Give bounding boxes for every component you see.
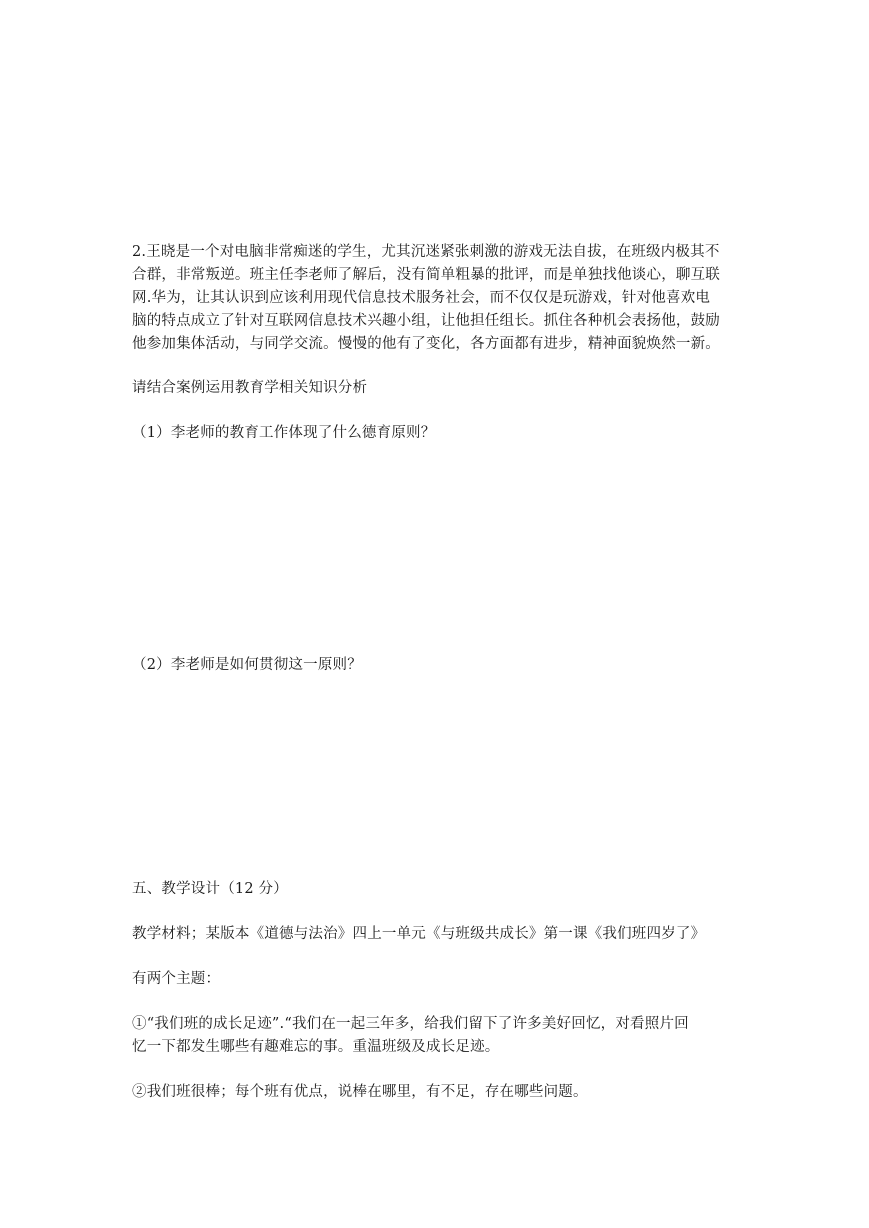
case-study-line: 网.华为，让其认识到应该利用现代信息技术服务社会，而不仅仅是玩游戏，针对他喜欢电 xyxy=(132,290,711,306)
case-study-line: 合群，非常叛逆。班主任李老师了解后，没有简单粗暴的批评，而是单独找他谈心，聊互联 xyxy=(132,267,720,283)
case-study-line: 他参加集体活动，与同学交流。慢慢的他有了变化，各方面都有进步，精神面貌焕然一新。 xyxy=(132,336,720,352)
case-study-line: 脑的特点成立了针对互联网信息技术兴趣小组，让他担任组长。抓住各种机会表扬他，鼓励 xyxy=(132,313,720,329)
analysis-instruction: 请结合案例运用教育学相关知识分析 xyxy=(132,380,368,396)
question-2: （2）李老师是如何贯彻这一原则？ xyxy=(132,657,362,673)
case-study-line: 2.王晓是一个对电脑非常痴迷的学生，尤其沉迷紧张刺激的游戏无法自拔，在班级内极其不 xyxy=(132,244,720,260)
themes-intro: 有两个主题： xyxy=(132,971,221,987)
teaching-material: 教学材料；某版本《道德与法治》四上一单元《与班级共成长》第一课《我们班四岁了》 xyxy=(132,926,706,942)
theme-2: ②我们班很棒；每个班有优点，说棒在哪里，有不足，存在哪些问题。 xyxy=(132,1084,588,1100)
question-1: （1）李老师的教育工作体现了什么德育原则？ xyxy=(132,425,436,441)
theme-1-line: 忆一下都发生哪些有趣难忘的事。重温班级及成长足迹。 xyxy=(132,1039,500,1055)
theme-1-line: ①“我们班的成长足迹”.“我们在一起三年多，给我们留下了许多美好回忆，对看照片回 xyxy=(132,1016,689,1032)
section-heading: 五、教学设计（12 分） xyxy=(132,881,288,897)
